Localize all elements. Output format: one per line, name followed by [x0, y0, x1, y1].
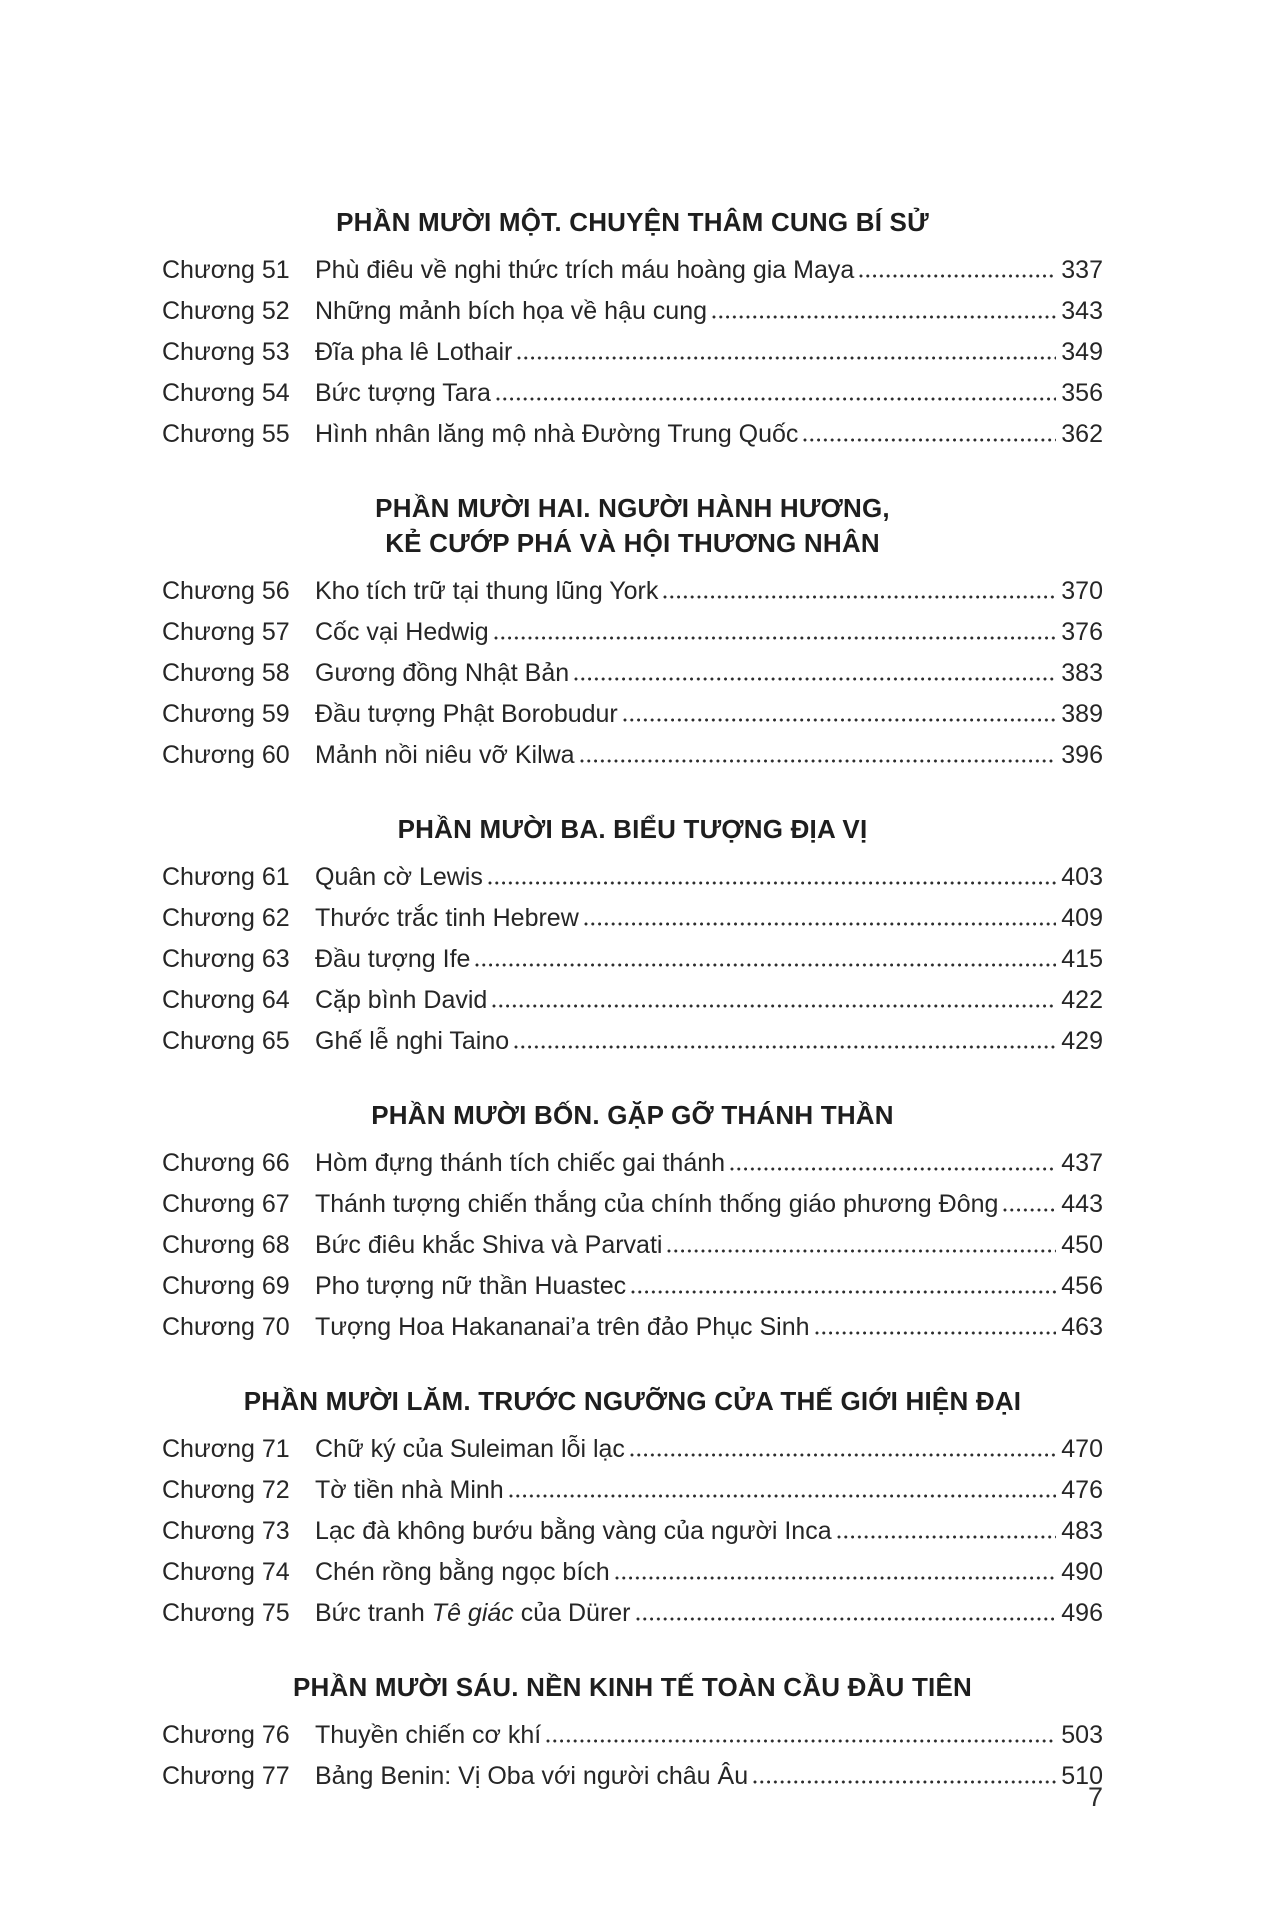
dot-leader	[630, 1453, 1056, 1457]
chapter-label: Chương 53	[162, 338, 290, 366]
entry-title	[315, 256, 854, 285]
page-ref: 383	[1061, 659, 1103, 687]
page-ref: 376	[1061, 618, 1103, 646]
chapter-label: Chương 61	[162, 863, 290, 891]
entry-title	[315, 863, 483, 892]
entry-title	[315, 618, 489, 647]
page-ref: 443	[1061, 1190, 1103, 1218]
entry-title-segment: Tượng Hoa Hakananai’a trên đảo Phục Sinh	[315, 1313, 810, 1341]
entry-title	[315, 700, 618, 729]
chapter-label: Chương 56	[162, 577, 290, 605]
entry-title	[315, 1517, 832, 1546]
toc-entry	[162, 297, 1103, 338]
page-ref: 370	[1061, 577, 1103, 605]
toc-entry	[162, 741, 1103, 782]
toc-entry	[162, 1027, 1103, 1068]
entry-title-segment: Cặp bình David	[315, 986, 488, 1014]
page-ref: 337	[1061, 256, 1103, 284]
toc-section	[162, 812, 1103, 1068]
entry-title	[315, 577, 658, 606]
chapter-label: Chương 55	[162, 420, 290, 448]
page-ref: 389	[1061, 700, 1103, 728]
page-ref: 415	[1061, 945, 1103, 973]
entry-title	[315, 1313, 810, 1342]
chapter-label: Chương 75	[162, 1599, 290, 1627]
folio-page-number: 7	[1087, 1782, 1103, 1812]
page-ref: 437	[1061, 1149, 1103, 1177]
toc-entry	[162, 1558, 1103, 1599]
toc-entry	[162, 379, 1103, 420]
page-ref: 429	[1061, 1027, 1103, 1055]
chapter-label: Chương 66	[162, 1149, 290, 1177]
entry-title	[315, 1558, 610, 1587]
toc-section	[162, 491, 1103, 782]
toc-section	[162, 1098, 1103, 1354]
entry-title-segment: Thánh tượng chiến thắng của chính thống giáo phương Đông	[315, 1190, 999, 1218]
page-ref: 503	[1061, 1721, 1103, 1749]
dot-leader	[509, 1494, 1057, 1498]
entry-title	[315, 297, 707, 326]
chapter-label: Chương 77	[162, 1762, 290, 1790]
toc-section	[162, 205, 1103, 461]
entry-title-segment: Bức điêu khắc Shiva và Parvati	[315, 1231, 663, 1259]
chapter-label: Chương 63	[162, 945, 290, 973]
entry-title-segment: Phù điêu về nghi thức trích máu hoàng gia Maya	[315, 256, 855, 284]
dot-leader	[584, 922, 1057, 926]
dot-leader	[494, 636, 1057, 640]
toc-entry	[162, 1435, 1103, 1476]
entry-title-segment: Đầu tượng Phật Borobudur	[315, 700, 618, 728]
page-ref: 349	[1061, 338, 1103, 366]
section-title	[162, 812, 1103, 847]
dot-leader	[712, 315, 1056, 319]
page-ref: 422	[1061, 986, 1103, 1014]
chapter-label: Chương 68	[162, 1231, 290, 1259]
toc-section	[162, 1384, 1103, 1640]
entry-title	[315, 945, 470, 974]
dot-leader	[663, 595, 1056, 599]
page-ref: 476	[1061, 1476, 1103, 1504]
toc-entry	[162, 700, 1103, 741]
dot-leader	[574, 677, 1056, 681]
entry-title-segment: Những mảnh bích họa về hậu cung	[315, 297, 708, 325]
entry-title-segment: Tờ tiền nhà Minh	[315, 1476, 504, 1504]
page-ref: 456	[1061, 1272, 1103, 1300]
chapter-label: Chương 70	[162, 1313, 290, 1341]
section-title-line: KẺ CƯỚP PHÁ VÀ HỘI THƯƠNG NHÂN	[385, 528, 880, 558]
entry-title	[315, 741, 575, 770]
table-of-contents	[162, 205, 1103, 1803]
entry-title-segment: Thuyền chiến cơ khí	[315, 1721, 542, 1749]
entry-title-segment: Quân cờ Lewis	[315, 863, 483, 891]
entry-title	[315, 904, 579, 933]
dot-leader	[488, 881, 1056, 885]
page-ref: 343	[1061, 297, 1103, 325]
entry-title-segment: Hòm đựng thánh tích chiếc gai thánh	[315, 1149, 726, 1177]
toc-entry	[162, 1231, 1103, 1272]
toc-entry	[162, 1313, 1103, 1354]
entry-title-segment: Thước trắc tinh Hebrew	[315, 904, 579, 932]
page-ref: 362	[1061, 420, 1103, 448]
toc-entry	[162, 945, 1103, 986]
toc-entry	[162, 618, 1103, 659]
entry-title-segment: Bức tranh	[315, 1599, 432, 1627]
toc-entry	[162, 1272, 1103, 1313]
chapter-label: Chương 64	[162, 986, 290, 1014]
toc-entry	[162, 1190, 1103, 1231]
section-title-line: PHẦN MƯỜI SÁU. NỀN KINH TẾ TOÀN CẦU ĐẦU TIÊN	[293, 1672, 972, 1702]
toc-entry	[162, 863, 1103, 904]
dot-leader	[546, 1739, 1056, 1743]
chapter-label: Chương 51	[162, 256, 290, 284]
entry-title-segment: Tê giác	[431, 1599, 514, 1627]
section-title	[162, 1670, 1103, 1705]
entry-title-segment: Hình nhân lăng mộ nhà Đường Trung Quốc	[315, 420, 799, 448]
dot-leader	[631, 1290, 1056, 1294]
chapter-label: Chương 58	[162, 659, 290, 687]
chapter-label: Chương 73	[162, 1517, 290, 1545]
dot-leader	[859, 274, 1056, 278]
chapter-label: Chương 76	[162, 1721, 290, 1749]
dot-leader	[837, 1535, 1057, 1539]
page-ref: 450	[1061, 1231, 1103, 1259]
entry-title-segment: Chén rồng bằng ngọc bích	[315, 1558, 610, 1586]
entry-title	[315, 1231, 662, 1260]
section-title-line: PHẦN MƯỜI MỘT. CHUYỆN THÂM CUNG BÍ SỬ	[336, 207, 929, 237]
page-ref: 510	[1061, 1762, 1103, 1790]
section-title	[162, 1098, 1103, 1133]
section-title	[162, 205, 1103, 240]
toc-entry	[162, 1149, 1103, 1190]
entry-title	[315, 1599, 631, 1628]
chapter-label: Chương 54	[162, 379, 290, 407]
dot-leader	[517, 356, 1056, 360]
section-title-line: PHẦN MƯỜI HAI. NGƯỜI HÀNH HƯƠNG,	[375, 493, 890, 523]
toc-entry	[162, 986, 1103, 1027]
chapter-label: Chương 62	[162, 904, 290, 932]
section-title	[162, 491, 1103, 561]
toc-entry	[162, 1476, 1103, 1517]
entry-title-segment: Cốc vại Hedwig	[315, 618, 489, 646]
entry-title-segment: Bức tượng Tara	[315, 379, 491, 407]
chapter-label: Chương 74	[162, 1558, 290, 1586]
chapter-label: Chương 59	[162, 700, 290, 728]
toc-entry	[162, 1599, 1103, 1640]
toc-entry	[162, 420, 1103, 461]
chapter-label: Chương 71	[162, 1435, 290, 1463]
page-ref: 463	[1061, 1313, 1103, 1341]
section-title	[162, 1384, 1103, 1419]
chapter-label: Chương 52	[162, 297, 290, 325]
dot-leader	[580, 759, 1057, 763]
section-title-line: PHẦN MƯỜI BỐN. GẶP GỠ THÁNH THẦN	[371, 1100, 894, 1130]
dot-leader	[475, 963, 1056, 967]
dot-leader	[1003, 1208, 1056, 1212]
chapter-label: Chương 67	[162, 1190, 290, 1218]
chapter-label: Chương 65	[162, 1027, 290, 1055]
page-ref: 490	[1061, 1558, 1103, 1586]
entry-title	[315, 659, 569, 688]
entry-title-segment: Ghế lễ nghi Taino	[315, 1027, 510, 1055]
toc-entry	[162, 904, 1103, 945]
dot-leader	[667, 1249, 1056, 1253]
dot-leader	[803, 438, 1056, 442]
entry-title	[315, 1435, 625, 1464]
entry-title	[315, 338, 512, 367]
entry-title-segment: Chữ ký của Suleiman lỗi lạc	[315, 1435, 625, 1463]
entry-title-segment: Bảng Benin: Vị Oba với người châu Âu	[315, 1762, 749, 1790]
entry-title-segment: Mảnh nồi niêu vỡ Kilwa	[315, 741, 575, 769]
entry-title	[315, 1027, 509, 1056]
entry-title-segment: Pho tượng nữ thần Huastec	[315, 1272, 627, 1300]
dot-leader	[730, 1167, 1056, 1171]
entry-title	[315, 986, 487, 1015]
dot-leader	[623, 718, 1057, 722]
dot-leader	[615, 1576, 1057, 1580]
dot-leader	[492, 1004, 1056, 1008]
page-ref: 483	[1061, 1517, 1103, 1545]
toc-entry	[162, 659, 1103, 700]
entry-title	[315, 1190, 998, 1219]
toc-entry	[162, 256, 1103, 297]
chapter-label: Chương 57	[162, 618, 290, 646]
toc-entry	[162, 1517, 1103, 1558]
toc-entry	[162, 338, 1103, 379]
entry-title	[315, 1149, 725, 1178]
entry-title-segment: Đầu tượng Ife	[315, 945, 471, 973]
entry-title-segment: của Dürer	[513, 1599, 631, 1627]
page-ref: 396	[1061, 741, 1103, 769]
chapter-label: Chương 72	[162, 1476, 290, 1504]
dot-leader	[636, 1617, 1057, 1621]
entry-title-segment: Gương đồng Nhật Bản	[315, 659, 570, 687]
toc-entry	[162, 577, 1103, 618]
entry-title	[315, 1476, 504, 1505]
toc-entry	[162, 1721, 1103, 1762]
dot-leader	[514, 1045, 1056, 1049]
entry-title-segment: Kho tích trữ tại thung lũng York	[315, 577, 659, 605]
section-title-line: PHẦN MƯỜI BA. BIỂU TƯỢNG ĐỊA VỊ	[397, 814, 868, 844]
entry-title-segment: Lạc đà không bướu bằng vàng của người Inca	[315, 1517, 832, 1545]
page-ref: 409	[1061, 904, 1103, 932]
entry-title-segment: Đĩa pha lê Lothair	[315, 338, 513, 366]
page-ref: 403	[1061, 863, 1103, 891]
dot-leader	[496, 397, 1056, 401]
entry-title	[315, 1721, 541, 1750]
chapter-label: Chương 60	[162, 741, 290, 769]
chapter-label: Chương 69	[162, 1272, 290, 1300]
entry-title	[315, 1272, 626, 1301]
page-ref: 496	[1061, 1599, 1103, 1627]
section-title-line: PHẦN MƯỜI LĂM. TRƯỚC NGƯỠNG CỬA THẾ GIỚI HIỆN ĐẠI	[243, 1386, 1022, 1416]
entry-title	[315, 420, 798, 449]
page-ref: 470	[1061, 1435, 1103, 1463]
page-ref: 356	[1061, 379, 1103, 407]
dot-leader	[815, 1331, 1057, 1335]
entry-title	[315, 379, 491, 408]
